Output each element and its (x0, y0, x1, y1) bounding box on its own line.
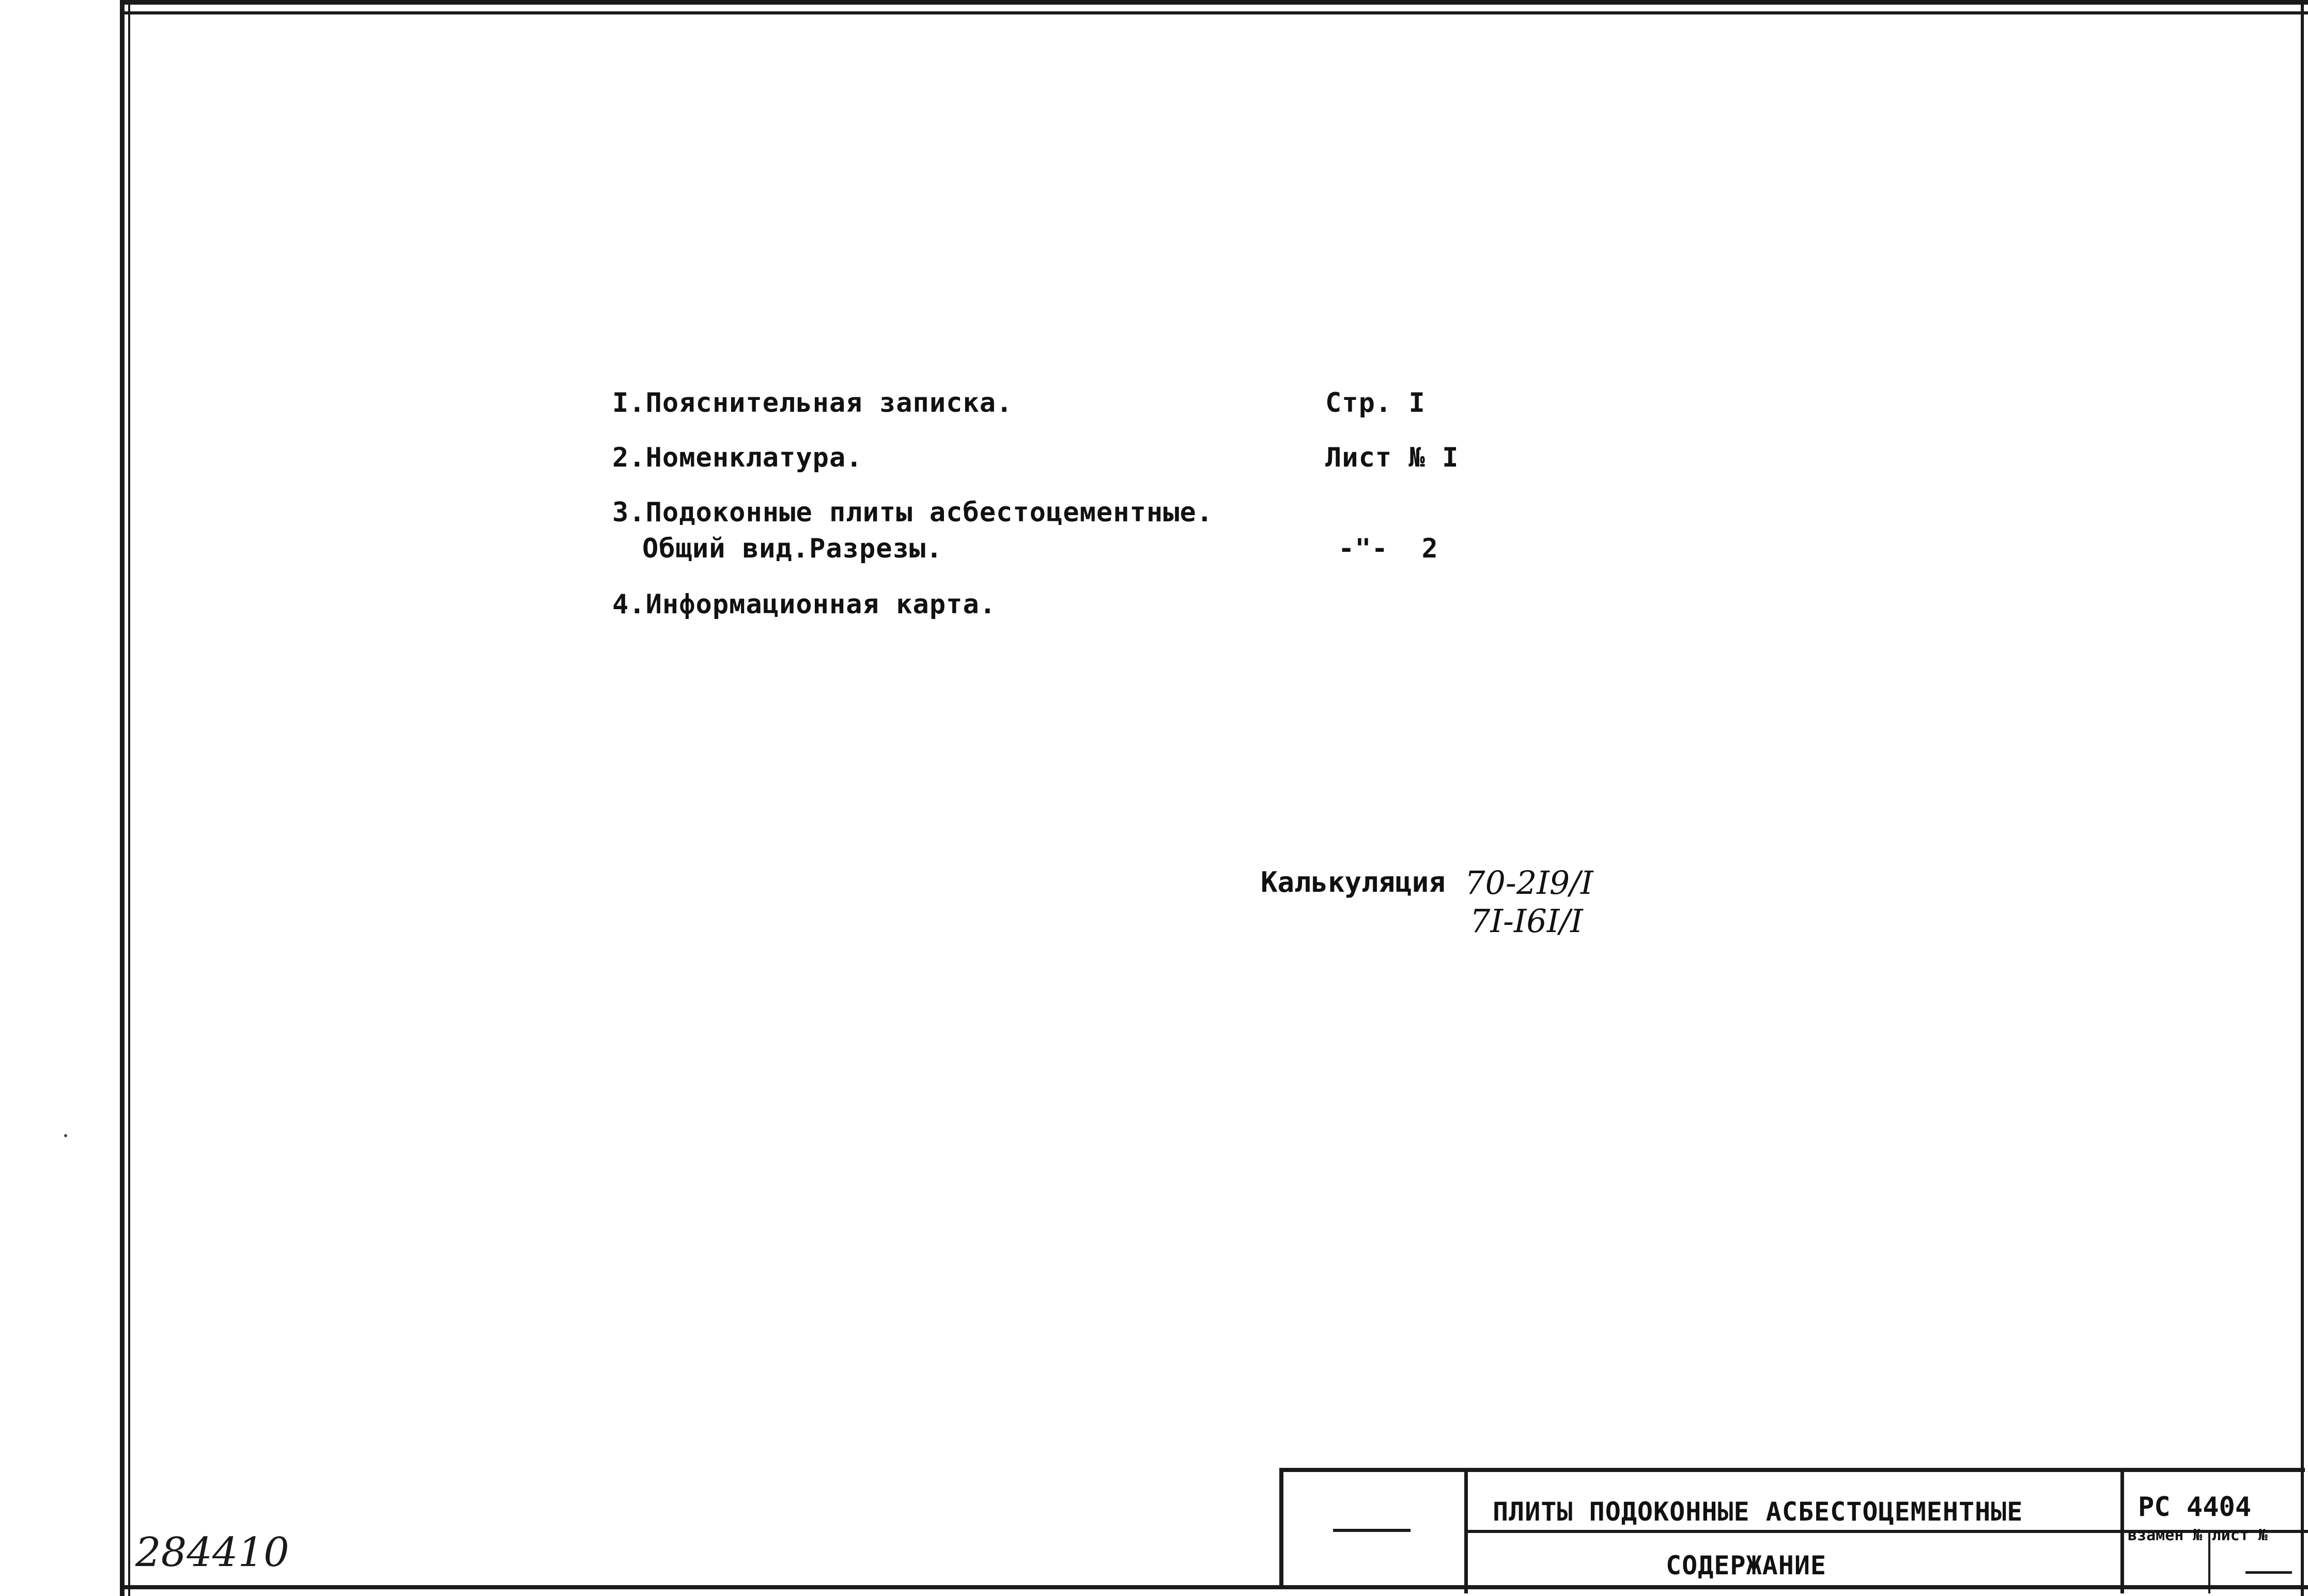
sheet-number-dash (2245, 1571, 2292, 1574)
inventory-number: 284410 (135, 1529, 289, 1576)
document-code: РС 4404 (2138, 1492, 2252, 1523)
drawing-title: ПЛИТЫ ПОДОКОННЫЕ АСБЕСТОЦЕМЕНТНЫЕ (1493, 1497, 2023, 1527)
toc-item-ref: -"- 2 (1338, 533, 1438, 564)
toc-item-text: I.Пояснительная записка. (612, 388, 1013, 419)
calculation-value: 70-2I9/I (1465, 864, 1593, 902)
calculation-label: Калькуляция (1261, 866, 1446, 898)
toc-item-text: 4.Информационная карта. (612, 589, 997, 620)
toc-item (612, 442, 1516, 497)
toc-item (612, 388, 1516, 442)
frame-left-border-inner (128, 0, 130, 1596)
scan-artifact (64, 1134, 67, 1137)
title-block-dash (1333, 1529, 1411, 1532)
drawing-subtitle: СОДЕРЖАНИЕ (1666, 1551, 1827, 1580)
toc-item-text-continued: Общий вид.Разрезы. (642, 533, 943, 564)
toc-item (612, 589, 1516, 644)
calculation-value: 7I-I6I/I (1470, 902, 1583, 940)
frame-top-border (122, 0, 2308, 5)
frame-top-border-inner (122, 11, 2308, 14)
toc-item-text: 2.Номенклатура. (612, 442, 863, 473)
toc-item-text: 3.Подоконные плиты асбестоцементные. (612, 497, 1214, 528)
frame-right-border (2301, 0, 2304, 1596)
replacement-sheet-labels: взамен № лист № (2128, 1526, 2268, 1544)
toc-item-ref: Стр. I (1325, 388, 1426, 419)
title-block (1279, 1468, 2305, 1589)
table-of-contents (612, 388, 1516, 644)
toc-item-ref: Лист № I (1325, 442, 1459, 473)
frame-left-border (120, 0, 125, 1596)
toc-item (612, 497, 1516, 589)
